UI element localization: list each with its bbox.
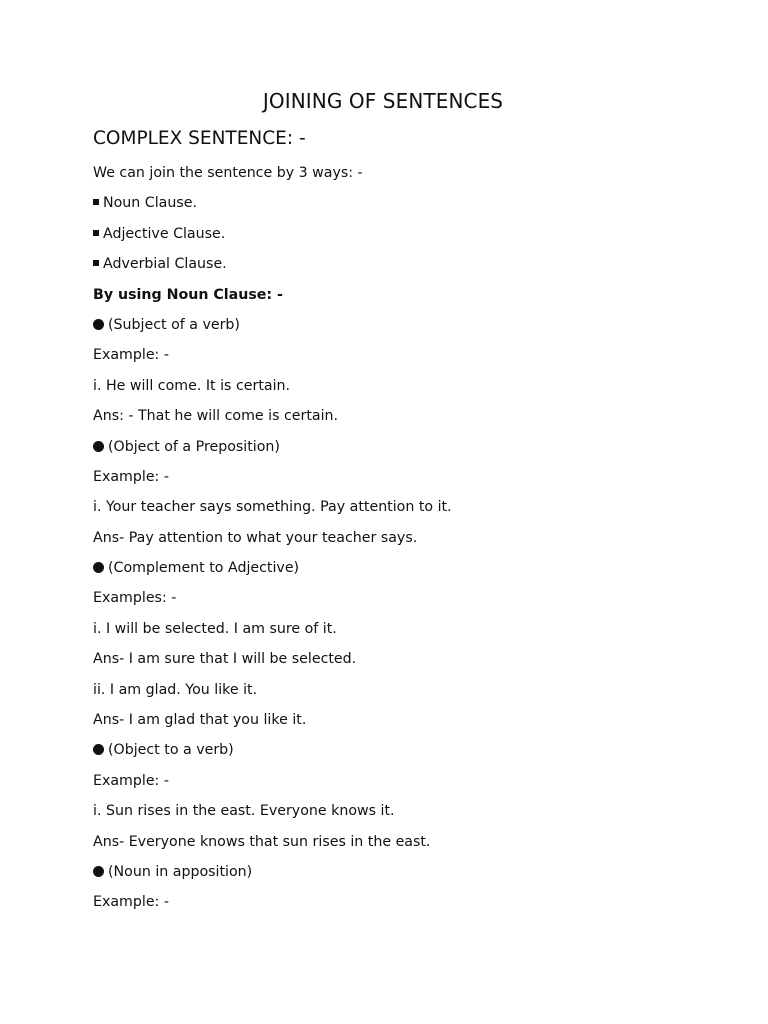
section-subtitle: COMPLEX SENTENCE: - — [93, 128, 306, 149]
list-item-noun-clause — [93, 193, 713, 223]
example-label: Example: - — [93, 772, 169, 789]
example-question: i. He will come. It is certain. — [93, 377, 291, 394]
block-heading-label: (Object to a verb) — [108, 742, 234, 759]
block-heading-label: (Object of a Preposition) — [108, 438, 280, 455]
example-answer: Ans- I am sure that I will be selected. — [93, 651, 357, 668]
block-heading-subject-of-verb — [93, 315, 713, 345]
list-item-label: Adjective Clause. — [103, 225, 226, 242]
example-question: i. I will be selected. I am sure of it. — [93, 620, 337, 637]
example-answer: Ans- Pay attention to what your teacher says. — [93, 529, 418, 546]
block-heading-object-to-verb — [93, 740, 713, 770]
round-bullet-icon — [93, 441, 104, 452]
example-answer: Ans- I am glad that you like it. — [93, 712, 307, 729]
list-item-adjective-clause — [93, 224, 713, 254]
block-heading-object-of-preposition — [93, 437, 713, 467]
example-label: Example: - — [93, 347, 169, 364]
example-question: i. Sun rises in the east. Everyone knows it. — [93, 803, 395, 820]
square-bullet-icon — [93, 199, 99, 205]
square-bullet-icon — [93, 260, 99, 266]
round-bullet-icon — [93, 319, 104, 330]
section-heading: By using Noun Clause: - — [93, 286, 283, 303]
round-bullet-icon — [93, 562, 104, 573]
square-bullet-icon — [93, 230, 99, 236]
round-bullet-icon — [93, 866, 104, 877]
block-heading-label: (Noun in apposition) — [108, 863, 253, 880]
page-title: JOINING OF SENTENCES — [262, 89, 504, 113]
list-item-label: Noun Clause. — [103, 195, 197, 212]
block-heading-noun-in-apposition — [93, 862, 713, 892]
list-item-adverbial-clause — [93, 254, 713, 284]
block-heading-label: (Subject of a verb) — [108, 316, 240, 333]
document-body — [93, 163, 713, 923]
example-answer: Ans- Everyone knows that sun rises in the east. — [93, 833, 431, 850]
block-heading-complement-to-adjective — [93, 558, 713, 588]
example-label: Example: - — [93, 468, 169, 485]
example-label: Examples: - — [93, 590, 177, 607]
example-label: Example: - — [93, 894, 169, 911]
example-question: i. Your teacher says something. Pay attention to it. — [93, 499, 452, 516]
round-bullet-icon — [93, 744, 104, 755]
example-question: ii. I am glad. You like it. — [93, 681, 258, 698]
intro-line: We can join the sentence by 3 ways: - — [93, 165, 363, 181]
block-heading-label: (Complement to Adjective) — [108, 560, 300, 577]
example-answer: Ans: - That he will come is certain. — [93, 408, 339, 425]
list-item-label: Adverbial Clause. — [103, 256, 227, 273]
